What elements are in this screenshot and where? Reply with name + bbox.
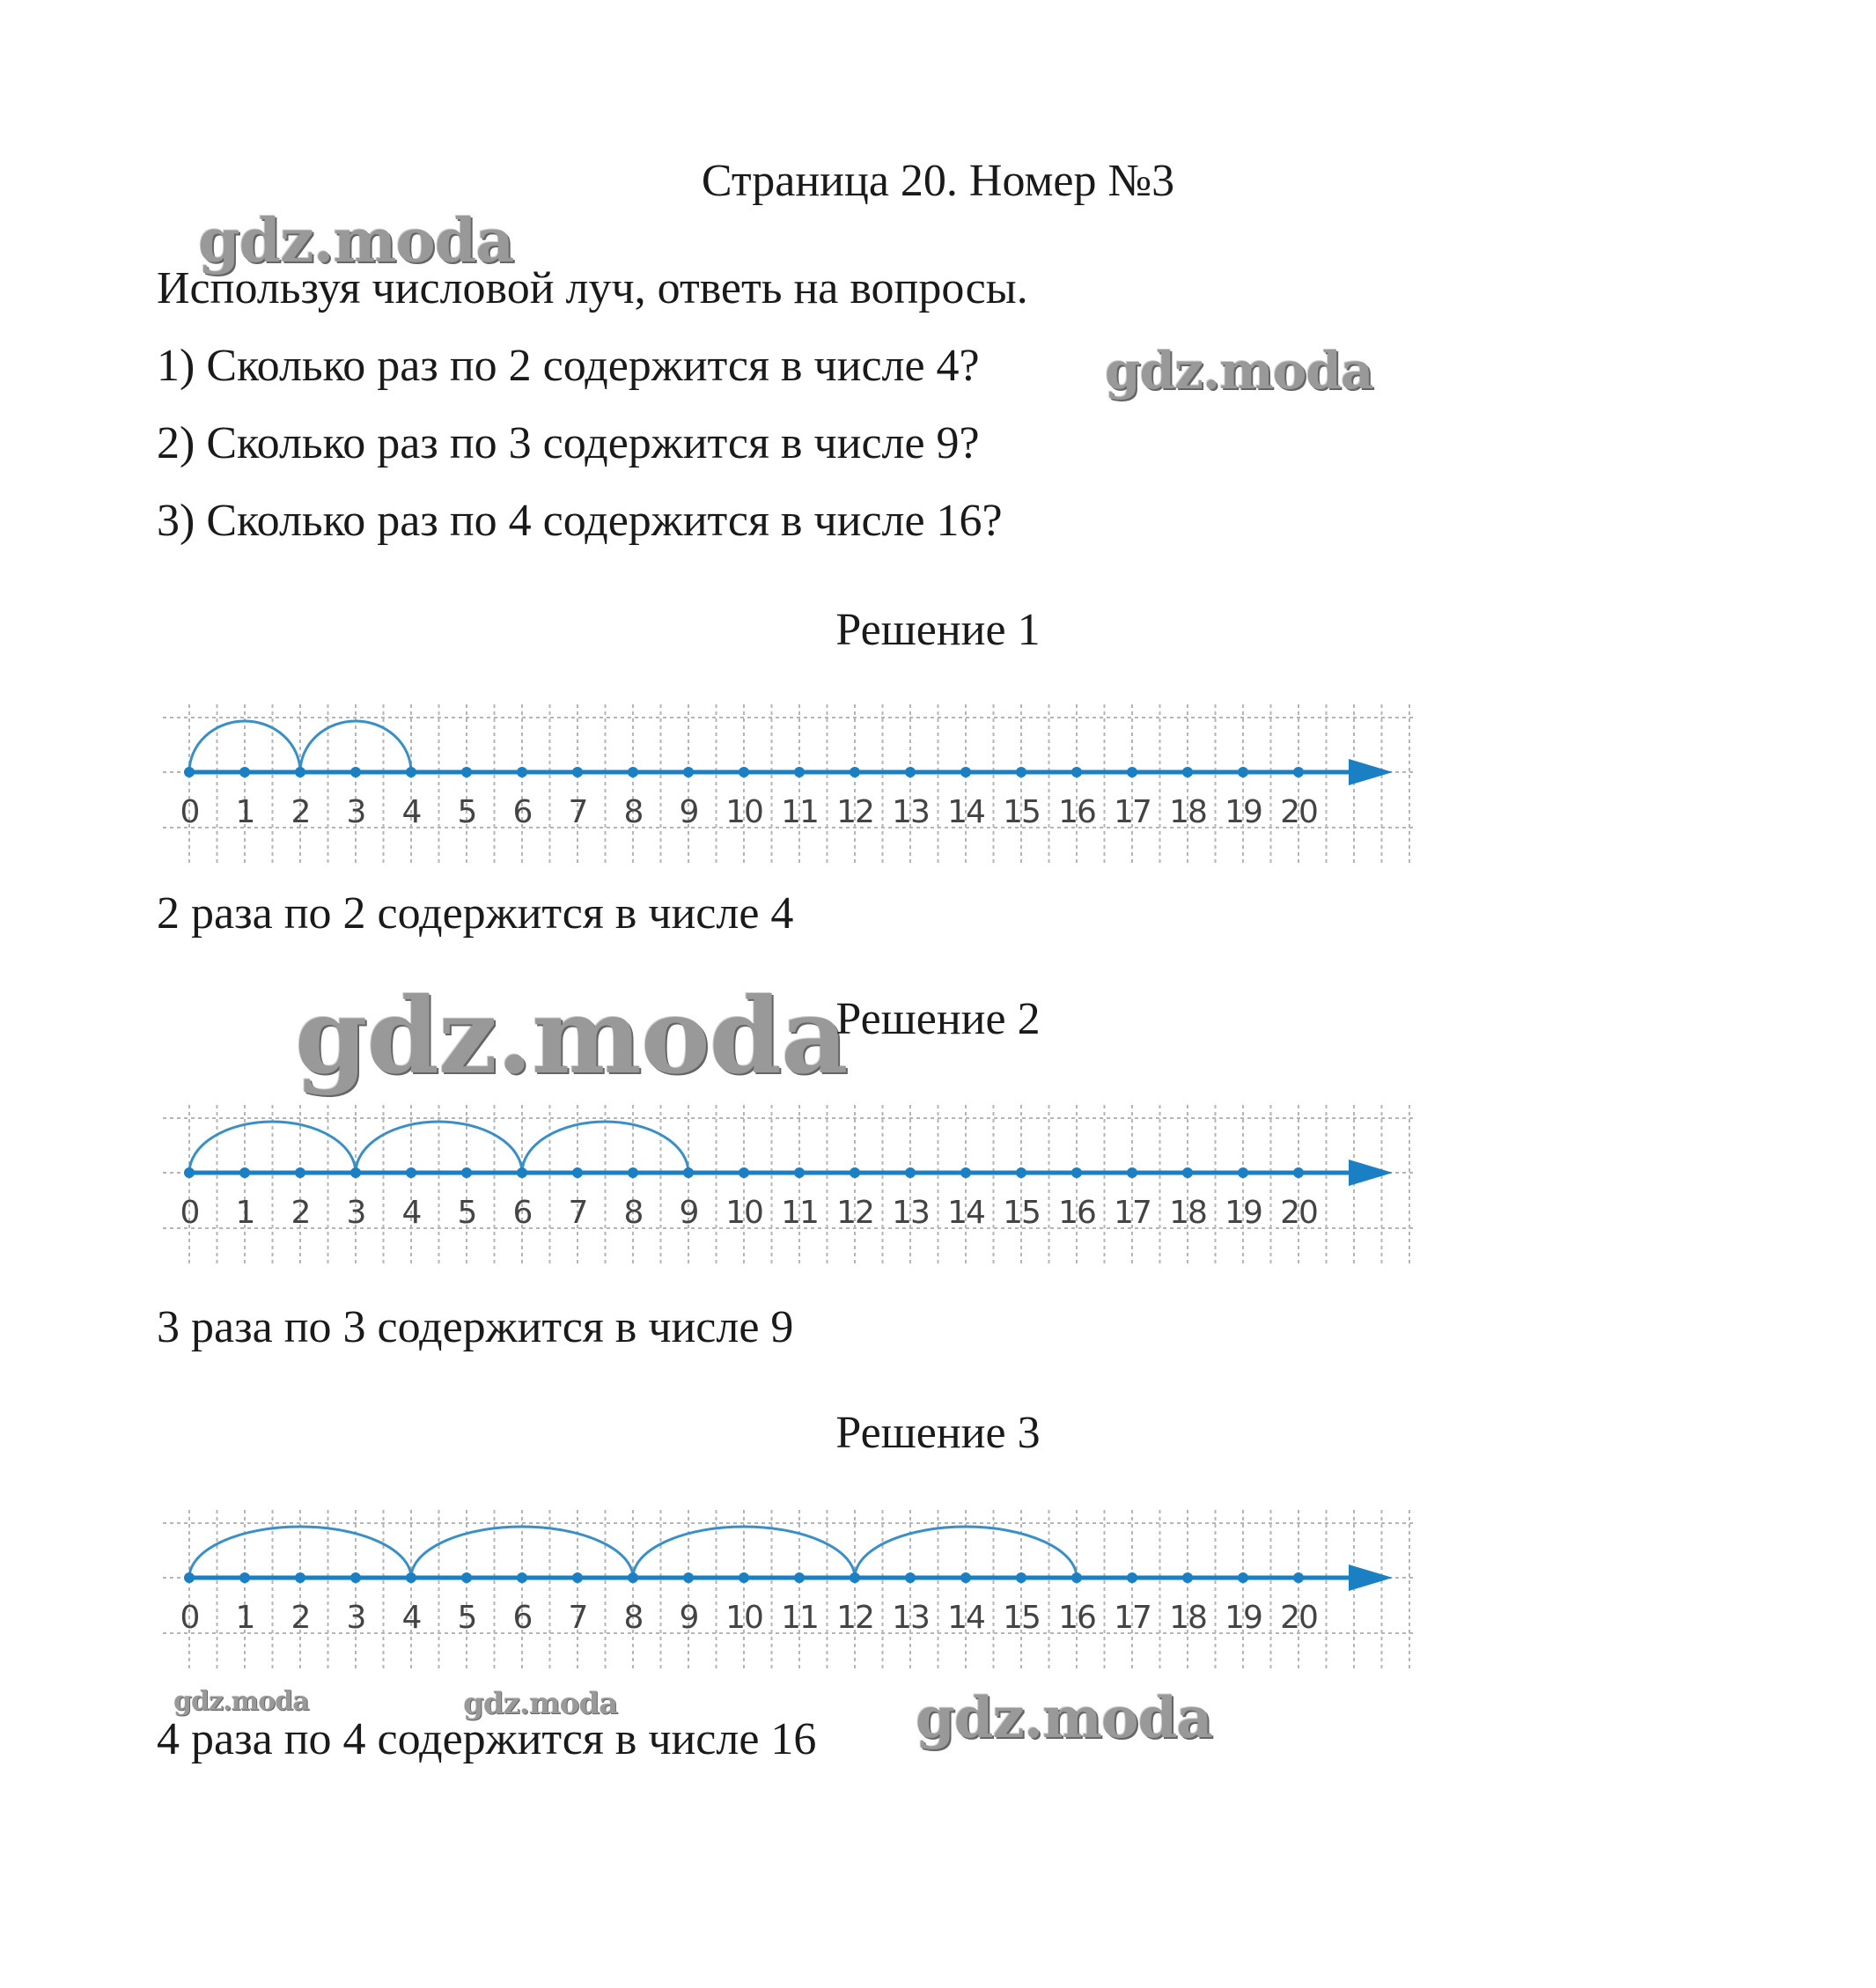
tick-label: 19	[1225, 794, 1262, 830]
number-line-3	[163, 1510, 1413, 1668]
tick-label: 20	[1280, 794, 1317, 830]
tick-label: 11	[781, 794, 818, 830]
tick-point	[239, 1572, 250, 1583]
solution-1-answer: 2 раза по 2 содержится в числе 4	[157, 888, 794, 939]
tick-point	[1238, 1167, 1248, 1178]
solution-2-title: Решение 2	[835, 994, 1041, 1044]
tick-point	[1016, 1167, 1026, 1178]
tick-label: 3	[346, 1600, 365, 1636]
tick-point	[572, 767, 583, 777]
tick-point	[794, 1167, 805, 1178]
tick-label: 13	[892, 1195, 929, 1231]
tick-label: 3	[346, 1195, 365, 1231]
tick-point	[794, 1572, 805, 1583]
tick-label: 4	[401, 794, 421, 830]
tick-point	[517, 767, 527, 777]
axis-arrow-icon	[1349, 759, 1393, 785]
number-line-2	[163, 1105, 1413, 1263]
solution-3-title: Решение 3	[835, 1408, 1041, 1458]
tick-label: 1	[235, 794, 254, 830]
tick-point	[239, 767, 250, 777]
watermark-logo: gdz.moda	[295, 975, 848, 1097]
tick-point	[1127, 1167, 1137, 1178]
tick-label: 14	[947, 1195, 984, 1231]
tick-label: 16	[1058, 1195, 1095, 1231]
question-1: 1) Сколько раз по 2 содержится в числе 4?	[157, 341, 980, 391]
tick-point	[1293, 1572, 1304, 1583]
tick-label: 6	[512, 1600, 532, 1636]
tick-point	[960, 1572, 971, 1583]
tick-point	[517, 1572, 527, 1583]
tick-label: 14	[947, 794, 984, 830]
tick-label: 0	[180, 794, 199, 830]
tick-label: 10	[725, 794, 762, 830]
tick-label: 20	[1280, 1600, 1317, 1636]
tick-label: 5	[457, 794, 476, 830]
tick-point	[572, 1572, 583, 1583]
tick-point	[739, 767, 749, 777]
tick-label: 12	[836, 794, 873, 830]
tick-point	[1182, 1167, 1193, 1178]
tick-point	[1238, 1572, 1248, 1583]
tick-point	[683, 1167, 694, 1178]
question-2: 2) Сколько раз по 3 содержится в числе 9?	[157, 418, 980, 468]
tick-label: 15	[1003, 1195, 1040, 1231]
tick-point	[572, 1167, 583, 1178]
tick-label: 15	[1003, 794, 1040, 830]
tick-label: 0	[180, 1195, 199, 1231]
tick-label: 2	[291, 1195, 310, 1231]
tick-label: 19	[1225, 1600, 1262, 1636]
tick-point	[461, 1572, 472, 1583]
tick-label: 10	[725, 1195, 762, 1231]
solution-1-title: Решение 1	[835, 605, 1041, 655]
tick-point	[628, 767, 638, 777]
tick-label: 18	[1169, 1195, 1206, 1231]
tick-label: 6	[512, 1195, 532, 1231]
tick-label: 11	[781, 1195, 818, 1231]
tick-point	[406, 1572, 416, 1583]
tick-label: 6	[512, 794, 532, 830]
tick-point	[350, 1572, 361, 1583]
tick-point	[1127, 767, 1137, 777]
tick-point	[794, 767, 805, 777]
tick-label: 12	[836, 1600, 873, 1636]
tick-label: 9	[679, 794, 698, 830]
tick-label: 0	[180, 1600, 199, 1636]
tick-label: 3	[346, 794, 365, 830]
tick-point	[905, 1572, 916, 1583]
tick-point	[1127, 1572, 1137, 1583]
tick-point	[350, 767, 361, 777]
question-3: 3) Сколько раз по 4 содержится в числе 16?	[157, 496, 1003, 546]
tick-label: 20	[1280, 1195, 1317, 1231]
tick-point	[1016, 767, 1026, 777]
tick-label: 17	[1114, 794, 1151, 830]
tick-point	[295, 767, 305, 777]
tick-label: 8	[623, 1195, 643, 1231]
tick-point	[239, 1167, 250, 1178]
page-title: Страница 20. Номер №3	[701, 156, 1175, 206]
tick-label: 13	[892, 1600, 929, 1636]
tick-point	[461, 1167, 472, 1178]
tick-point	[184, 767, 195, 777]
tick-label: 13	[892, 794, 929, 830]
tick-point	[1293, 1167, 1304, 1178]
tick-point	[517, 1167, 527, 1178]
solution-3-answer: 4 раза по 4 содержится в числе 16	[157, 1714, 817, 1764]
tick-label: 7	[568, 794, 587, 830]
tick-label: 17	[1114, 1600, 1151, 1636]
tick-point	[350, 1167, 361, 1178]
tick-label: 2	[291, 1600, 310, 1636]
tick-label: 16	[1058, 794, 1095, 830]
watermark-logo: gdz.moda	[173, 1686, 309, 1717]
tick-point	[406, 767, 416, 777]
tick-point	[1182, 767, 1193, 777]
tick-label: 2	[291, 794, 310, 830]
tick-label: 8	[623, 794, 643, 830]
tick-point	[295, 1572, 305, 1583]
tick-point	[850, 1167, 860, 1178]
tick-point	[1071, 767, 1082, 777]
tick-label: 4	[401, 1195, 421, 1231]
tick-label: 9	[679, 1600, 698, 1636]
tick-point	[1071, 1572, 1082, 1583]
tick-point	[683, 767, 694, 777]
tick-point	[461, 767, 472, 777]
tick-point	[905, 1167, 916, 1178]
tick-label: 17	[1114, 1195, 1151, 1231]
tick-label: 4	[401, 1600, 421, 1636]
tick-point	[1016, 1572, 1026, 1583]
tick-point	[683, 1572, 694, 1583]
number-line-1	[163, 704, 1413, 863]
tick-label: 8	[623, 1600, 643, 1636]
tick-point	[628, 1167, 638, 1178]
tick-label: 18	[1169, 1600, 1206, 1636]
axis-arrow-icon	[1349, 1160, 1393, 1186]
tick-point	[184, 1572, 195, 1583]
axis-arrow-icon	[1349, 1565, 1393, 1591]
tick-label: 5	[457, 1195, 476, 1231]
watermark-logo: gdz.moda	[198, 206, 514, 276]
tick-label: 5	[457, 1600, 476, 1636]
tick-label: 7	[568, 1195, 587, 1231]
tick-label: 12	[836, 1195, 873, 1231]
task-instruction: Используя числовой луч, ответь на вопросы.	[157, 263, 1028, 313]
tick-point	[295, 1167, 305, 1178]
tick-point	[850, 767, 860, 777]
tick-label: 1	[235, 1600, 254, 1636]
tick-point	[628, 1572, 638, 1583]
tick-point	[1293, 767, 1304, 777]
tick-point	[739, 1572, 749, 1583]
tick-label: 9	[679, 1195, 698, 1231]
tick-point	[905, 767, 916, 777]
tick-point	[1238, 767, 1248, 777]
tick-point	[184, 1167, 195, 1178]
tick-point	[850, 1572, 860, 1583]
tick-label: 16	[1058, 1600, 1095, 1636]
solution-2-answer: 3 раза по 3 содержится в числе 9	[157, 1302, 794, 1352]
tick-label: 11	[781, 1600, 818, 1636]
tick-point	[1182, 1572, 1193, 1583]
watermark-logo: gdz.moda	[916, 1685, 1212, 1751]
tick-label: 14	[947, 1600, 984, 1636]
tick-label: 1	[235, 1195, 254, 1231]
watermark-logo: gdz.moda	[1105, 341, 1373, 401]
tick-label: 18	[1169, 794, 1206, 830]
tick-point	[960, 1167, 971, 1178]
tick-point	[960, 767, 971, 777]
tick-label: 10	[725, 1600, 762, 1636]
tick-point	[406, 1167, 416, 1178]
tick-point	[739, 1167, 749, 1178]
tick-label: 15	[1003, 1600, 1040, 1636]
tick-label: 19	[1225, 1195, 1262, 1231]
tick-label: 7	[568, 1600, 587, 1636]
watermark-logo: gdz.moda	[463, 1686, 618, 1721]
tick-point	[1071, 1167, 1082, 1178]
